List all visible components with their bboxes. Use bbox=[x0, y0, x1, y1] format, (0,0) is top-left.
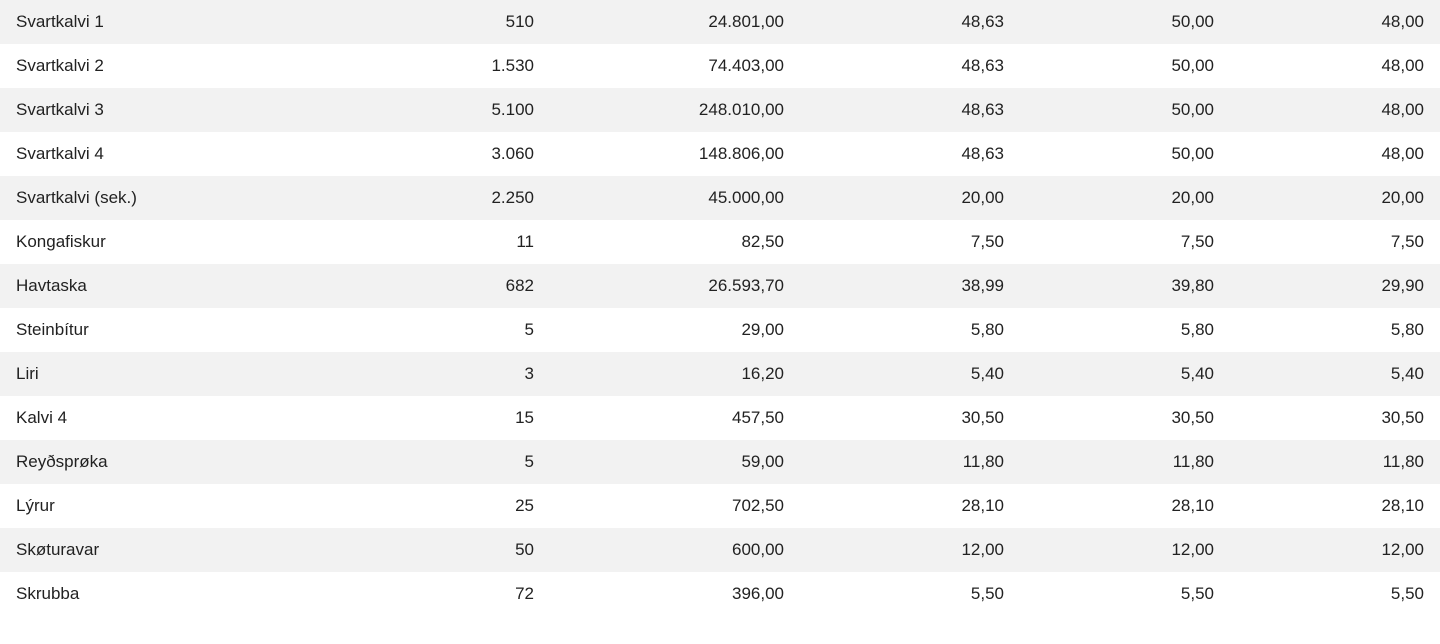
cell-amount: 59,00 bbox=[550, 440, 800, 484]
cell-avg-price: 5,40 bbox=[800, 352, 1020, 396]
cell-avg-price: 12,00 bbox=[800, 528, 1020, 572]
cell-quantity: 5 bbox=[330, 308, 550, 352]
cell-min-price: 28,10 bbox=[1230, 484, 1440, 528]
cell-amount: 26.593,70 bbox=[550, 264, 800, 308]
table-row bbox=[0, 352, 1440, 396]
table-row bbox=[0, 88, 1440, 132]
cell-avg-price: 48,63 bbox=[800, 0, 1020, 44]
cell-min-price: 5,50 bbox=[1230, 572, 1440, 616]
cell-avg-price: 30,50 bbox=[800, 396, 1020, 440]
cell-quantity: 25 bbox=[330, 484, 550, 528]
cell-min-price: 12,00 bbox=[1230, 528, 1440, 572]
cell-max-price: 7,50 bbox=[1020, 220, 1230, 264]
cell-min-price: 20,00 bbox=[1230, 176, 1440, 220]
cell-quantity: 3.060 bbox=[330, 132, 550, 176]
table-row bbox=[0, 132, 1440, 176]
cell-max-price: 50,00 bbox=[1020, 44, 1230, 88]
cell-avg-price: 48,63 bbox=[800, 132, 1020, 176]
cell-max-price: 5,50 bbox=[1020, 572, 1230, 616]
cell-max-price: 11,80 bbox=[1020, 440, 1230, 484]
cell-amount: 457,50 bbox=[550, 396, 800, 440]
cell-name: Svartkalvi 1 bbox=[0, 0, 330, 44]
table-row bbox=[0, 572, 1440, 616]
cell-max-price: 5,40 bbox=[1020, 352, 1230, 396]
cell-avg-price: 11,80 bbox=[800, 440, 1020, 484]
cell-quantity: 72 bbox=[330, 572, 550, 616]
cell-amount: 396,00 bbox=[550, 572, 800, 616]
cell-name: Svartkalvi 2 bbox=[0, 44, 330, 88]
cell-name: Skrubba bbox=[0, 572, 330, 616]
cell-min-price: 7,50 bbox=[1230, 220, 1440, 264]
cell-name: Reyðsprøka bbox=[0, 440, 330, 484]
cell-name: Steinbítur bbox=[0, 308, 330, 352]
cell-max-price: 39,80 bbox=[1020, 264, 1230, 308]
cell-quantity: 510 bbox=[330, 0, 550, 44]
table-row bbox=[0, 220, 1440, 264]
cell-quantity: 2.250 bbox=[330, 176, 550, 220]
cell-min-price: 48,00 bbox=[1230, 88, 1440, 132]
cell-min-price: 5,80 bbox=[1230, 308, 1440, 352]
cell-avg-price: 48,63 bbox=[800, 88, 1020, 132]
cell-amount: 248.010,00 bbox=[550, 88, 800, 132]
cell-max-price: 50,00 bbox=[1020, 132, 1230, 176]
cell-max-price: 30,50 bbox=[1020, 396, 1230, 440]
cell-name: Svartkalvi 4 bbox=[0, 132, 330, 176]
table-row bbox=[0, 176, 1440, 220]
cell-name: Skøturavar bbox=[0, 528, 330, 572]
table-row bbox=[0, 528, 1440, 572]
cell-min-price: 48,00 bbox=[1230, 44, 1440, 88]
cell-avg-price: 48,63 bbox=[800, 44, 1020, 88]
cell-amount: 74.403,00 bbox=[550, 44, 800, 88]
table-row bbox=[0, 0, 1440, 44]
cell-name: Svartkalvi (sek.) bbox=[0, 176, 330, 220]
cell-avg-price: 5,80 bbox=[800, 308, 1020, 352]
cell-min-price: 48,00 bbox=[1230, 0, 1440, 44]
cell-quantity: 5.100 bbox=[330, 88, 550, 132]
table-row bbox=[0, 440, 1440, 484]
cell-amount: 29,00 bbox=[550, 308, 800, 352]
cell-amount: 148.806,00 bbox=[550, 132, 800, 176]
cell-max-price: 5,80 bbox=[1020, 308, 1230, 352]
cell-quantity: 682 bbox=[330, 264, 550, 308]
cell-amount: 45.000,00 bbox=[550, 176, 800, 220]
cell-name: Kalvi 4 bbox=[0, 396, 330, 440]
cell-max-price: 12,00 bbox=[1020, 528, 1230, 572]
cell-quantity: 5 bbox=[330, 440, 550, 484]
cell-min-price: 30,50 bbox=[1230, 396, 1440, 440]
cell-name: Kongafiskur bbox=[0, 220, 330, 264]
cell-quantity: 3 bbox=[330, 352, 550, 396]
table-row bbox=[0, 396, 1440, 440]
cell-min-price: 29,90 bbox=[1230, 264, 1440, 308]
cell-quantity: 50 bbox=[330, 528, 550, 572]
cell-quantity: 1.530 bbox=[330, 44, 550, 88]
cell-name: Svartkalvi 3 bbox=[0, 88, 330, 132]
cell-amount: 16,20 bbox=[550, 352, 800, 396]
cell-min-price: 11,80 bbox=[1230, 440, 1440, 484]
cell-name: Lýrur bbox=[0, 484, 330, 528]
cell-avg-price: 38,99 bbox=[800, 264, 1020, 308]
cell-max-price: 28,10 bbox=[1020, 484, 1230, 528]
table-row bbox=[0, 308, 1440, 352]
cell-quantity: 11 bbox=[330, 220, 550, 264]
table-row bbox=[0, 264, 1440, 308]
cell-amount: 82,50 bbox=[550, 220, 800, 264]
cell-amount: 600,00 bbox=[550, 528, 800, 572]
cell-min-price: 5,40 bbox=[1230, 352, 1440, 396]
cell-avg-price: 7,50 bbox=[800, 220, 1020, 264]
cell-amount: 24.801,00 bbox=[550, 0, 800, 44]
cell-quantity: 15 bbox=[330, 396, 550, 440]
cell-min-price: 48,00 bbox=[1230, 132, 1440, 176]
cell-avg-price: 5,50 bbox=[800, 572, 1020, 616]
table-row bbox=[0, 44, 1440, 88]
cell-name: Liri bbox=[0, 352, 330, 396]
cell-avg-price: 28,10 bbox=[800, 484, 1020, 528]
cell-avg-price: 20,00 bbox=[800, 176, 1020, 220]
cell-amount: 702,50 bbox=[550, 484, 800, 528]
cell-max-price: 50,00 bbox=[1020, 0, 1230, 44]
cell-max-price: 50,00 bbox=[1020, 88, 1230, 132]
cell-max-price: 20,00 bbox=[1020, 176, 1230, 220]
table-row bbox=[0, 484, 1440, 528]
cell-name: Havtaska bbox=[0, 264, 330, 308]
